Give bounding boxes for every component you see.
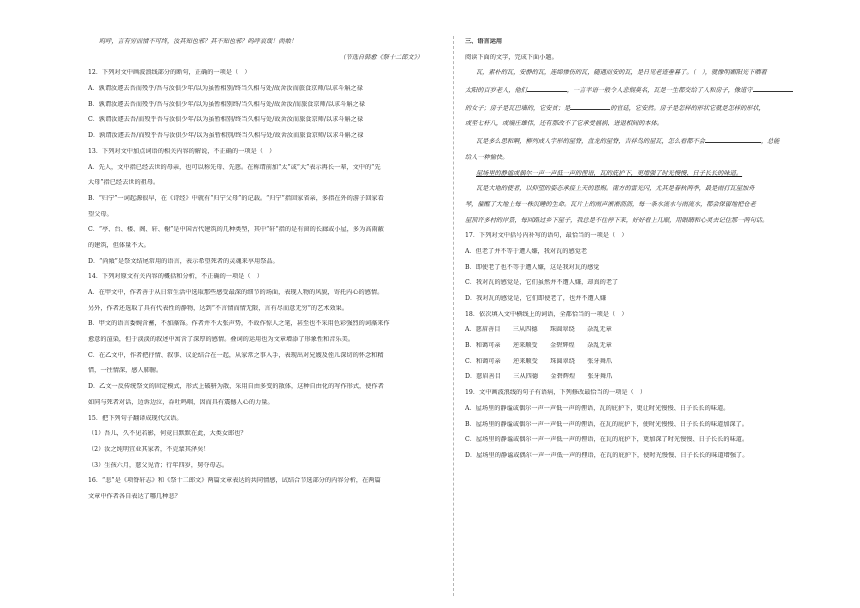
q12-option-d: D．孰谓汝遽去吾/而殁乎吾与汝俱少年/以为虽暂相别/终当久相与处/故舍汝而旅食京师/以求斗斛之禄 <box>88 132 364 140</box>
q14-stem: 14．下列对原文有关内容的概括和分析，不正确的一项是（ ） <box>88 273 263 281</box>
q18-stem: 18．依次填入文中横线上的词语，全都恰当的一项是（ ） <box>465 310 628 318</box>
fill-blank[interactable] <box>705 136 761 143</box>
fill-blank[interactable] <box>527 85 567 92</box>
q19-option-a: A．屋场里的静谧或偶尔一声一声低一声的俚语，瓦的庇护下，更让时光慢慢、日子长长的味道。 <box>465 404 730 412</box>
q16-stem-cont: 文章中作者各自表达了哪几种悲？ <box>88 492 181 500</box>
q13-option-b: B．“归宁”一词起源很早，在《诗经》中就有“归宁父母”的记载。“归宁”指回家省亲，多指在外的游子回家看 <box>88 194 384 202</box>
q14-option-d-cont: 如同与死者对话，边诉边泣，吞吐鸣咽，因而具有震撼人心的力量。 <box>88 398 274 406</box>
passage-line: 屋顶许多村的岸景，每回路过乡下屋子，我总是不住停下来，好好看上几眼，用眼睛和心灵去记住那一两句话。 <box>465 216 769 224</box>
q12-option-c: C．孰谓汝遽去吾/而殁乎吾与汝俱少年/以为虽暂相别/终当久相与处/故舍汝而旅食京师/以求斗斛之禄 <box>88 116 364 124</box>
wavy-underlined-sentence: 屋场里的静谧或偶尔一声一声低一声的俚语，瓦的庇护下，更增强了时光慢慢、日子长长的味道。 <box>476 169 743 177</box>
passage-line: 的女子；房子是瓦巴墙的，它安贫；是 的官廷，它安然。房子是怎样的形状它就是怎样的形状， <box>465 104 765 112</box>
q13-option-d: D．“尚飨”是祭文结尾常用的语言，表示希望死者的灵魂来享用祭品。 <box>88 257 279 265</box>
q13-option-b-cont: 望父母。 <box>88 210 113 218</box>
q17-stem: 17．下列对文中括号内补写的语句，最恰当的一项是（ ） <box>465 232 628 240</box>
q18-option-d: D．慈眉善目 三从四德 金碧辉煌 张牙舞爪 <box>465 373 613 381</box>
passage-line: 或至七杆八，或端庄雄伟，还有那改不了它承受福祸、进退相间的本体。 <box>465 120 663 128</box>
q16-stem: 16．“悲”是《项脊轩志》和《祭十二郎文》两篇文章表达的共同情感，试结合节选部分的内容分析，在两篇 <box>88 477 381 485</box>
passage-line: 瓦，素朴的瓦，安静的瓦，连绵惨伤的瓦，随遇而安的瓦，是日见老迹垂暮了。（ ），就像明媚阳光下晒着 <box>476 69 767 77</box>
q14-option-a: A．在甲文中，作者善于从日常生活中选取那些感受最深的细节的场面，表现人物的风貌，寄托内心的感情。 <box>88 289 384 296</box>
q15-stem: 15．把下列句子翻译成现代汉语。 <box>88 414 183 422</box>
q18-option-c: C．和蔼可亲 逆来顺受 珠圆翠绕 张牙舞爪 <box>465 357 613 365</box>
q15-sentence-1: （1）吾儿，久不见若影，何竟日默默在此，大类女郎也？ <box>88 430 247 438</box>
q13-option-a: A．先人，文中指已经去世的母亲，也可以称先母、先慈。在称谓前加“太”或“大”表示再长一辈，文中的“先 <box>88 163 381 171</box>
q19-stem: 19．文中画波浪线的句子有语病，下列修改最恰当的一项是（ ） <box>465 389 647 397</box>
q12-stem: 12．下列对文中画波浪线部分的断句，正确的一项是（ ） <box>88 69 251 77</box>
q14-option-c-cont: 惜，一往情深，感人肺腑。 <box>88 367 163 375</box>
left-column <box>88 38 423 509</box>
passage-source: （节选自韩愈《祭十二郎文》） <box>339 53 423 61</box>
fill-blank[interactable] <box>570 103 610 110</box>
q13-option-c-cont: 的建筑，但体量不大。 <box>88 241 150 249</box>
q17-option-b: B．即使老了也不等于遭人嫌，这是我对瓦的感觉 <box>465 263 600 271</box>
q14-option-d: D．乙文一反传统祭文的固定模式，形式上破骈为散，采用自由多变的散体，这种自由化的写作形式，使作者 <box>88 383 384 391</box>
q14-option-a-cont: 另外，作者还选取了具有代表性的静物，达到“不言情而情无限，言有尽而意无穷”的艺术效果。 <box>88 304 349 312</box>
q15-sentence-2: （2）汝之纯明宜业其家者，不克蒙其泽矣！ <box>88 445 210 453</box>
passage-line: 给人一种愉快。 <box>465 153 509 161</box>
section-heading: 三、语言运用 <box>465 38 503 45</box>
q17-option-d: D．我对瓦的感觉是，它们即使老了，也并不遭人嫌 <box>465 295 607 302</box>
q17-option-c: C．我对瓦的感觉是，它们虽然并不遭人嫌，却真的老了 <box>465 279 619 287</box>
q18-option-a: A．慈眉善目 三从四德 珠圆翠绕 杂乱无章 <box>465 326 612 334</box>
section-instruction: 阅读下面的文字，完成下面小题。 <box>465 53 558 61</box>
q19-option-b: B．屋场里的静谧或偶尔一声一声低一声的俚语，在瓦的庇护下，使时光慢慢、日子长长的味道加深了。 <box>465 420 748 428</box>
q18-option-b: B．和蔼可亲 逆来顺受 金碧辉煌 杂乱无章 <box>465 342 612 350</box>
q14-option-c: C．在乙文中，作者把抒情、叙事、议论结合在一起，从家常之事入手，表现出对兄嫂及侄儿深切的怀念和精 <box>88 351 384 359</box>
fill-blank[interactable] <box>753 85 793 92</box>
passage-line: 琴，催醒了大地上每一株沉睡的生命。瓦片上的雨声淅淅沥沥，每一条水流水与雨流水，都会保留地把仓老 <box>465 200 756 208</box>
passage-line: 瓦是大地的使者，以仰望的姿态承接上天的恩赐。南方的雷光闪，尤其是春秋两季，最是雨打瓦屋加舟 <box>476 185 755 193</box>
q19-option-d: D．屋场里的静谧或偶尔一声一声低一声的俚语，在瓦的庇护下，使时光慢慢、日子长长的味道增强了。 <box>465 451 749 459</box>
q13-option-c: C．“亭、台、楼、阁、轩、榭”是中国古代建筑的几种类型，其中“轩”指的是有窗的长廊或小屋，多为高雨蔽 <box>88 226 384 234</box>
passage-line: 太阳的百岁老人，他们 ，一言半语一般令人悲悯莫名，瓦是一生都交给了人和房子，像道守 <box>465 85 817 95</box>
q12-option-b: B．孰谓汝遽去吾而殁乎/吾与汝俱少年/以为虽暂相别终/当久相与处/故舍汝/而旅食京师/以求斗斛之禄 <box>88 100 365 108</box>
column-divider <box>453 36 454 596</box>
passage-line: 瓦是多么思和啊，柳列成人字形的屋脊，盘龙的屋脊，吉祥鸟的屋瓦，怎么看都不会 ，总能 <box>476 138 780 146</box>
q14-option-b: B．甲文的语言委婉含蓄，不加藻饰。作者并不大张声势，不故作惊人之笔，甚至也不采用色彩强烈的词藻来作 <box>88 320 390 328</box>
passage-ending: 呜呼，言有穷而情不可终，汝其知也邪？其不知也邪？呜呼哀哉！尚飨！ <box>99 38 297 45</box>
q12-option-a: A．孰谓汝遽去吾而殁乎/吾与汝俱少年/以为虽暂相别/终当久相与处/故舍汝而旅食京师/以求斗斛之禄 <box>88 85 363 93</box>
q13-option-a-cont: 大母”指已经去世的祖母。 <box>88 179 160 187</box>
q15-sentence-3: （3）生孩六月，慈父见背；行年四岁，舅夺母志。 <box>88 461 229 469</box>
q13-stem: 13．下列对文中加点词语的相关内容的解说，不正确的一项是（ ） <box>88 147 276 155</box>
q14-option-b-cont: 愈意的渲染，但于淡淡的叙述中寓含了深厚的感情。叠词的运用也为文章增添了形象性和音乐美。 <box>88 336 355 344</box>
q17-option-a: A．但老了并不等于遭人嫌，我对瓦的感觉老 <box>465 247 588 255</box>
right-column <box>465 38 817 468</box>
q19-option-c: C．屋场里的静谧或偶尔一声一声低一声的俚语，在瓦的庇护下，更加深了时光慢慢、日子长长的味道。 <box>465 436 749 444</box>
